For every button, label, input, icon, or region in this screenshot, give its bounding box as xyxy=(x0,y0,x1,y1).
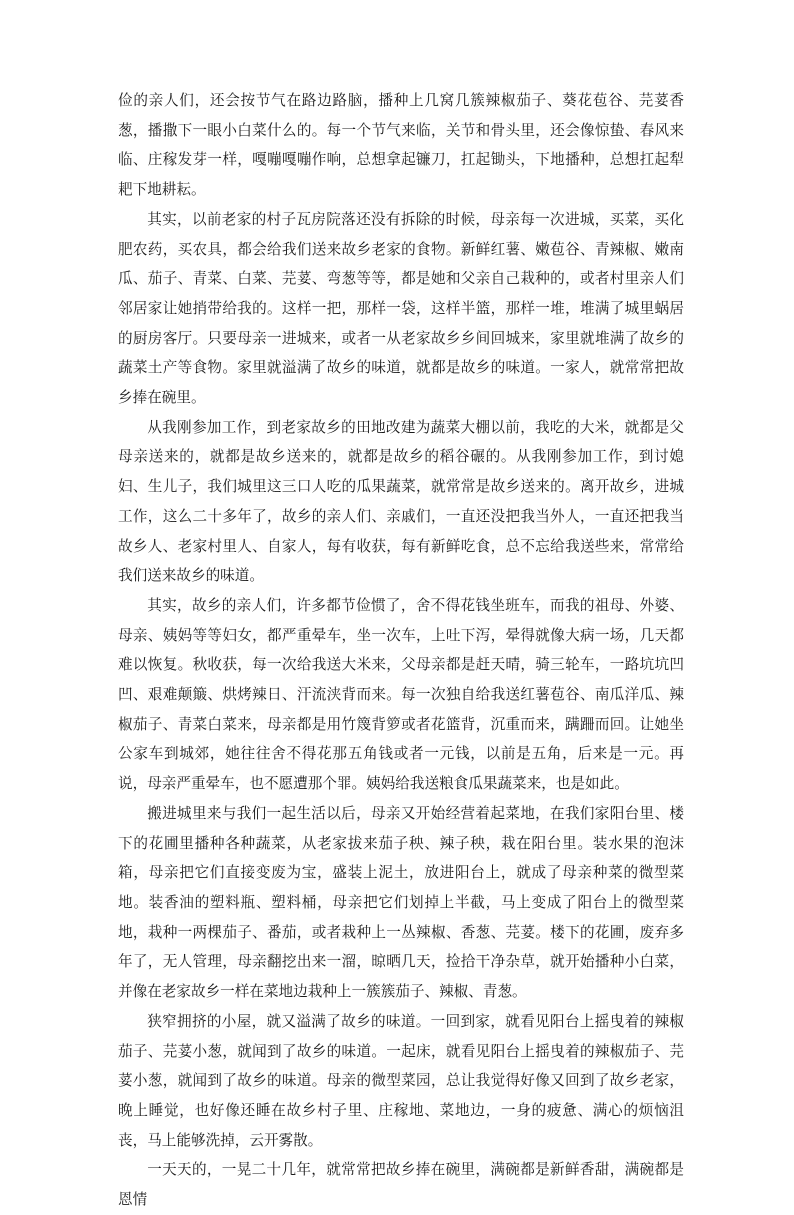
paragraph-3: 从我刚参加工作，到老家故乡的田地改建为蔬菜大棚以前，我吃的大米，就都是父母亲送来的，就都是故乡送来的，就都是故乡的稻谷碾的。从我刚参加工作，到讨媳妇、生儿子，我们城里这三口人吃的瓜果蔬菜，就常常是故乡送来的。离开故乡，进城工作，这么二十多年了，故乡的亲人们、亲戚们，一直还没把我当外人，一直还把我当故乡人、老家村里人、自家人，每有收获，每有新鲜吃食，总不忘给我送些来，常常给我们送来故乡的味道。 xyxy=(118,418,684,585)
paragraph-1: 俭的亲人们，还会按节气在路边路脑，播种上几窝几簇辣椒茄子、葵花苞谷、芫荽香葱，播撒下一眼小白菜什么的。每一个节气来临，关节和骨头里，还会像惊蛰、春风来临、庄稼发芽一样，嘎嘣嘎嘣作响，总想拿起镰刀，扛起锄头，下地播种，总想扛起犁耙下地耕耘。 xyxy=(118,92,684,199)
paragraph-4: 其实，故乡的亲人们，许多都节俭惯了，舍不得花钱坐班车，而我的祖母、外婆、母亲、姨妈等等妇女，都严重晕车，坐一次车，上吐下泻，晕得就像大病一场，几天都难以恢复。秋收获，每一次给我送大米来，父母亲都是赶天晴，骑三轮车，一路坑坑凹凹、艰难颠簸、烘烤辣日、汗流浃背而来。每一次独自给我送红薯苞谷、南瓜洋瓜、辣椒茄子、青菜白菜来，母亲都是用竹篾背箩或者花篮背，沉重而来，蹒跚而回。让她坐公家车到城郊，她往往舍不得花那五角钱或者一元钱，以前是五角，后来是一元。再说，母亲严重晕车，也不愿遭那个罪。姨妈给我送粮食瓜果蔬菜来，也是如此。 xyxy=(118,596,684,793)
paragraph-6: 狭窄拥挤的小屋，就又溢满了故乡的味道。一回到家，就看见阳台上摇曳着的辣椒茄子、芫荽小葱，就闻到了故乡的味道。一起床，就看见阳台上摇曳着的辣椒茄子、芫荽小葱，就闻到了故乡的味道。母亲的微型菜园，总让我觉得好像又回到了故乡老家，晚上睡觉，也好像还睡在故乡村子里、庄稼地、菜地边，一身的疲惫、满心的烦恼沮丧，马上能够洗掉，云开雾散。 xyxy=(118,1012,684,1149)
document-body xyxy=(118,86,684,1215)
paragraph-7: 一天天的，一晃二十几年，就常常把故乡捧在碗里，满碗都是新鲜香甜，满碗都是恩情 xyxy=(118,1161,684,1209)
paragraph-2: 其实，以前老家的村子瓦房院落还没有拆除的时候，母亲每一次进城，买菜，买化肥农药，买农具，都会给我们送来故乡老家的食物。新鲜红薯、嫩苞谷、青辣椒、嫩南瓜、茄子、青菜、白菜、芫荽、弯葱等等，都是她和父亲自己栽种的，或者村里亲人们邻居家让她捎带给我的。这样一把，那样一袋，这样半篮，那样一堆，堆满了城里蜗居的厨房客厅。只要母亲一进城来，或者一从老家故乡乡间回城来，家里就堆满了故乡的蔬菜土产等食物。家里就溢满了故乡的味道，就都是故乡的味道。一家人，就常常把故乡捧在碗里。 xyxy=(118,210,684,407)
paragraph-5: 搬进城里来与我们一起生活以后，母亲又开始经营着起菜地，在我们家阳台里、楼下的花圃里播种各种蔬菜，从老家拔来茄子秧、辣子秧，栽在阳台里。装水果的泡沫箱，母亲把它们直接变废为宝，盛装上泥土，放进阳台上，就成了母亲种菜的微型菜地。装香油的塑料瓶、塑料桶，母亲把它们划掉上半截，马上变成了阳台上的微型菜地，栽种一两棵茄子、番茄，或者栽种上一丛辣椒、香葱、芫荽。楼下的花圃，废弃多年了，无人管理，母亲翻挖出来一溜，晾晒几天，捡拾干净杂草，就开始播种小白菜，并像在老家故乡一样在菜地边栽种上一簇簇茄子、辣椒、青葱。 xyxy=(118,804,684,1001)
